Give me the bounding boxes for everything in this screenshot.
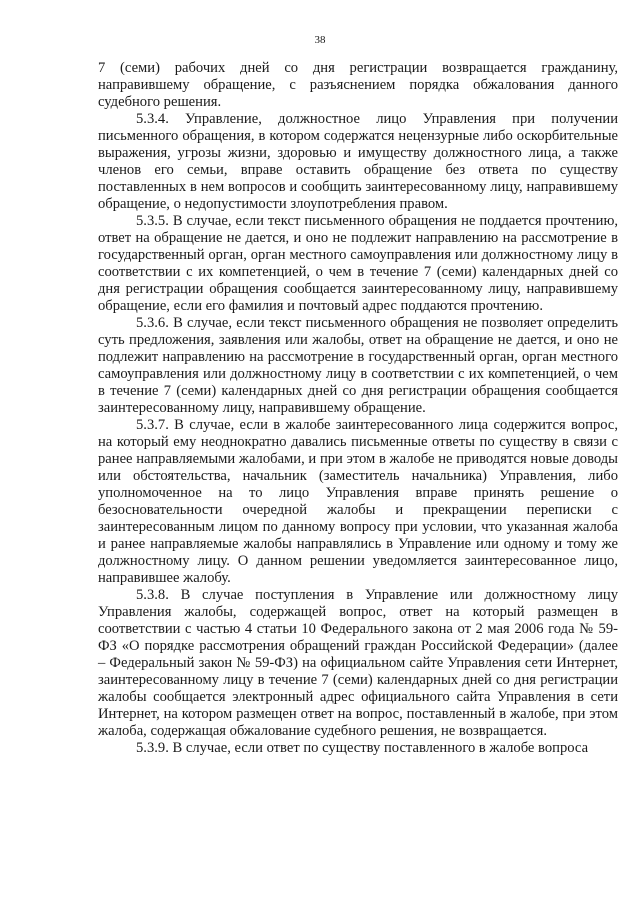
paragraph-5-3-9: 5.3.9. В случае, если ответ по существу поставленного в жалобе вопроса [136, 740, 589, 756]
paragraph-5-3-8: 5.3.8. В случае поступления в Управление или должностному лицу Управления жалобы, содержащей вопрос, ответ на который размещен в соответствии с частью 4 статьи 10 Федерального закона от 2 мая 2006 года № 59-ФЗ «О порядке рассмотрения обращений граждан Российской Федерации» (далее – Федеральный закон № 59-ФЗ) на официальном сайте Управления сети Интернет, заинтересованному лицу в течение 7 (семи) календарных дней со дня регистрации жалобы сообщается электронный адрес официального сайта Управления в сети Интернет, на котором размещен ответ на вопрос, поставленный в жалобе, при этом жалоба, содержащая обжалование судебного решения, не возвращается. [98, 587, 618, 739]
paragraph-5-3-4: 5.3.4. Управление, должностное лицо Управления при получении письменного обращения, в котором содержатся нецензурные либо оскорбительные выражения, угрозы жизни, здоровью и имуществу должностного лица, а также членов его семьи, вправе оставить обращение без ответа по существу поставленных в нем вопросов и сообщить заинтересованному лицу, направившему обращение, о недопустимости злоупотребления правом. [98, 111, 618, 212]
paragraph-5-3-7: 5.3.7. В случае, если в жалобе заинтересованного лица содержится вопрос, на который ему неоднократно давались письменные ответы по существу в связи с ранее направляемыми жалобами, и при этом в жалобе не приводятся новые доводы или обстоятельства, начальник (заместитель начальника) Управления, либо уполномоченное на то лицо Управления вправе принять решение о безосновательности очередной жалобы и прекращении переписки с заинтересованным лицом по данному вопросу при условии, что указанная жалоба и ранее направляемые жалобы направлялись в Управление или одному и тому же должностному лицу. О данном решении уведомляется заинтересованное лицо, направившее жалобу. [98, 417, 618, 586]
paragraph-continuation: 7 (семи) рабочих дней со дня регистрации возвращается гражданину, направившему обращение, с разъяснением порядка обжалования данного судебного решения. [98, 60, 618, 110]
document-body [98, 60, 618, 757]
paragraph-5-3-6: 5.3.6. В случае, если текст письменного обращения не позволяет определить суть предложения, заявления или жалобы, ответ на обращение не дается, и оно не подлежит направлению на рассмотрение в государственный орган, орган местного самоуправления или должностному лицу в соответствии с их компетенцией, о чем в течение 7 (семи) календарных дней со дня регистрации обращения сообщается заинтересованному лицу, направившему обращение. [98, 315, 618, 416]
paragraph-5-3-5: 5.3.5. В случае, если текст письменного обращения не поддается прочтению, ответ на обращение не дается, и оно не подлежит направлению на рассмотрение в государственный орган, орган местного самоуправления или должностному лицу в соответствии с их компетенцией, о чем в течение 7 (семи) календарных дней со дня регистрации обращения сообщается заинтересованному лицу, направившему обращение, если его фамилия и почтовый адрес поддаются прочтению. [98, 213, 618, 314]
page-number: 38 [314, 34, 326, 46]
